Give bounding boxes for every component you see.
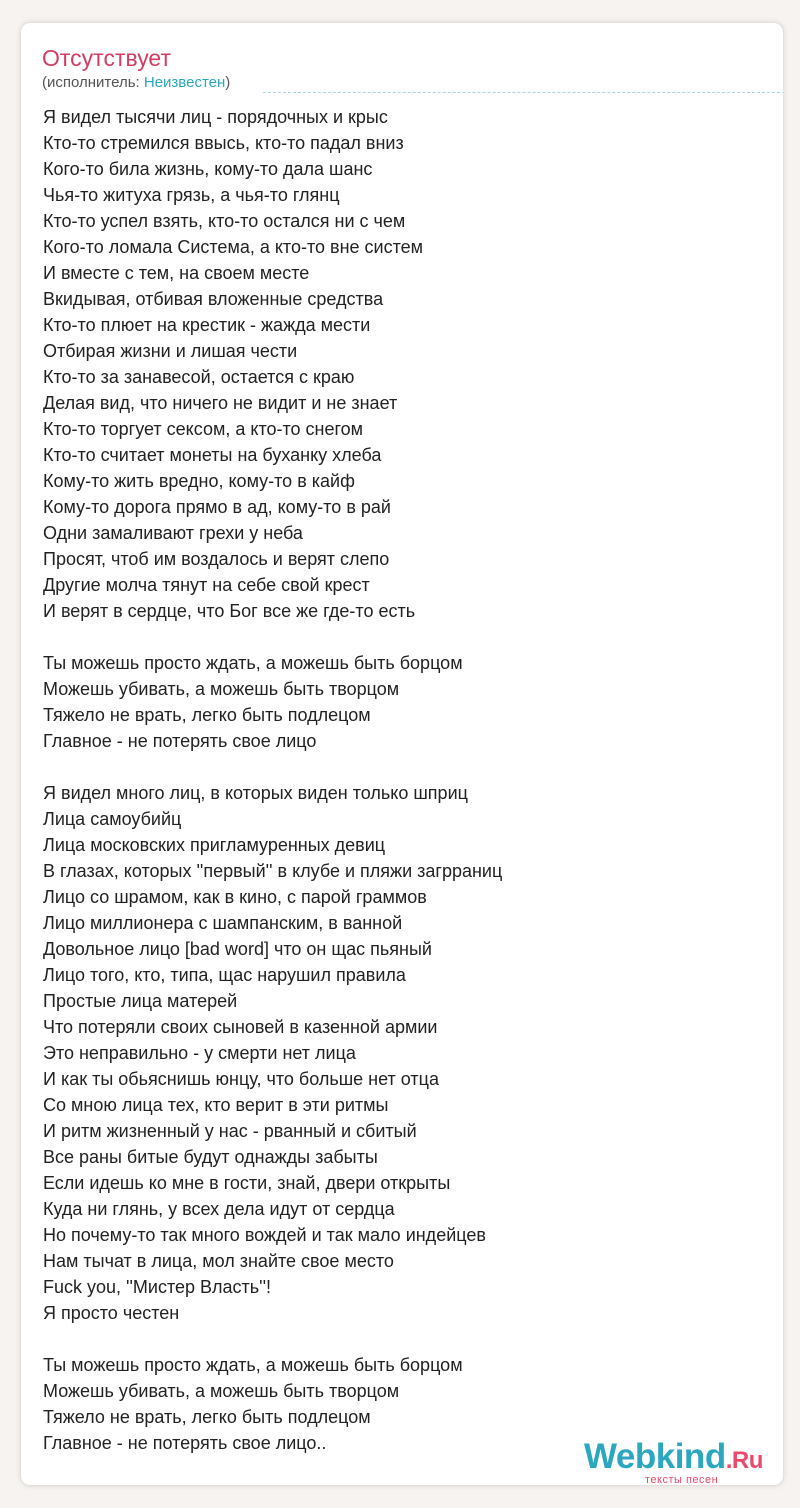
lyric-line: Кто-то за занавесой, остается с краю (43, 367, 355, 387)
lyric-line: Вкидывая, отбивая вложенные средства (43, 289, 384, 309)
lyric-line: Лицо миллионера с шампанским, в ванной (43, 913, 403, 933)
lyric-line: Лица московских пригламуренных девиц (43, 835, 386, 855)
artist-prefix: (исполнитель: (42, 74, 144, 91)
lyric-line: В глазах, которых ''первый'' в клубе и пляжи загрраниц (43, 861, 503, 881)
lyric-line: Что потеряли своих сыновей в казенной армии (43, 1017, 438, 1037)
lyric-line: Довольное лицо [bad word] что он щас пьяный (43, 939, 432, 959)
lyric-line: Чья-то житуха грязь, а чья-то глянц (43, 185, 340, 205)
stanza-gap (43, 754, 773, 780)
lyric-line: Простые лица матерей (43, 991, 238, 1011)
lyric-line: Лицо со шрамом, как в кино, с парой граммов (43, 887, 427, 907)
lyric-line: И вместе с тем, на своем месте (43, 263, 310, 283)
lyric-line: Кто-то стремился ввысь, кто-то падал вниз (43, 133, 404, 153)
lyric-line: Кто-то торгует сексом, а кто-то снегом (43, 419, 364, 439)
lyric-line: И ритм жизненный у нас - рванный и сбитый (43, 1121, 417, 1141)
artist-link[interactable]: Неизвестен (143, 74, 226, 91)
lyric-line: Но почему-то так много вождей и так мало индейцев (43, 1225, 486, 1245)
lyric-line: Кому-то дорога прямо в ад, кому-то в рай (43, 497, 391, 517)
lyric-line: Кого-то ломала Система, а кто-то вне систем (43, 237, 424, 257)
lyric-line: Куда ни глянь, у всех дела идут от сердца (43, 1199, 395, 1219)
logo-suffix: .Ru (725, 1447, 763, 1474)
lyric-line: Тяжело не врать, легко быть подлецом (43, 1407, 371, 1427)
lyric-line: Тяжело не врать, легко быть подлецом (43, 705, 371, 725)
lyric-line: Кто-то успел взять, кто-то остался ни с чем (43, 211, 406, 231)
lyric-line: Лица самоубийц (43, 809, 182, 829)
lyric-line: Fuck you, ''Мистер Власть''! (43, 1277, 272, 1297)
lyric-line: Можешь убивать, а можешь быть творцом (43, 679, 400, 699)
lyric-line: Кто-то считает монеты на буханку хлеба (43, 445, 382, 465)
lyric-line: И верят в сердце, что Бог все же где-то есть (43, 601, 416, 621)
lyric-line: И как ты обьяснишь юнцу, что больше нет отца (43, 1069, 439, 1089)
lyric-line: Главное - не потерять свое лицо.. (43, 1433, 327, 1453)
lyric-line: Со мною лица тех, кто верит в эти ритмы (43, 1095, 389, 1115)
lyric-line: Можешь убивать, а можешь быть творцом (43, 1381, 400, 1401)
lyric-line: Делая вид, что ничего не видит и не знает (43, 393, 398, 413)
logo-main: Webkind (584, 1437, 726, 1476)
lyrics-text (43, 104, 773, 1456)
lyric-line: Отбирая жизни и лишая чести (43, 341, 298, 361)
lyrics-card (20, 22, 784, 1486)
lyric-line: Это неправильно - у смерти нет лица (43, 1043, 356, 1063)
lyric-line: Просят, чтоб им воздалось и верят слепо (43, 549, 390, 569)
stanza-gap (43, 1326, 773, 1352)
artist-suffix: ) (225, 74, 231, 91)
header-divider (263, 92, 784, 93)
lyric-line: Кто-то плюет на крестик - жажда мести (43, 315, 371, 335)
lyric-line: Кого-то била жизнь, кому-то дала шанс (43, 159, 373, 179)
logo-tagline: тексты песен (645, 1474, 719, 1486)
lyric-line: Другие молча тянут на себе свой крест (43, 575, 370, 595)
lyric-line: Я видел тысячи лиц - порядочных и крыс (43, 107, 388, 127)
lyric-line: Нам тычат в лица, мол знайте свое место (43, 1251, 394, 1271)
lyric-line: Одни замаливают грехи у неба (43, 523, 303, 543)
lyric-line: Кому-то жить вредно, кому-то в кайф (43, 471, 355, 491)
artist-line (42, 73, 230, 93)
stanza-gap (43, 624, 773, 650)
lyric-line: Лицо того, кто, типа, щас нарушил правила (43, 965, 406, 985)
lyric-line: Ты можешь просто ждать, а можешь быть борцом (43, 653, 463, 673)
lyric-line: Я видел много лиц, в которых виден только шприц (43, 783, 468, 803)
song-title: Отсутствует (42, 45, 171, 71)
lyric-line: Все раны битые будут однажды забыты (43, 1147, 378, 1167)
lyric-line: Ты можешь просто ждать, а можешь быть борцом (43, 1355, 463, 1375)
lyric-line: Если идешь ко мне в гости, знай, двери открыты (43, 1173, 451, 1193)
lyric-line: Главное - не потерять свое лицо (43, 731, 317, 751)
lyric-line: Я просто честен (43, 1303, 180, 1323)
